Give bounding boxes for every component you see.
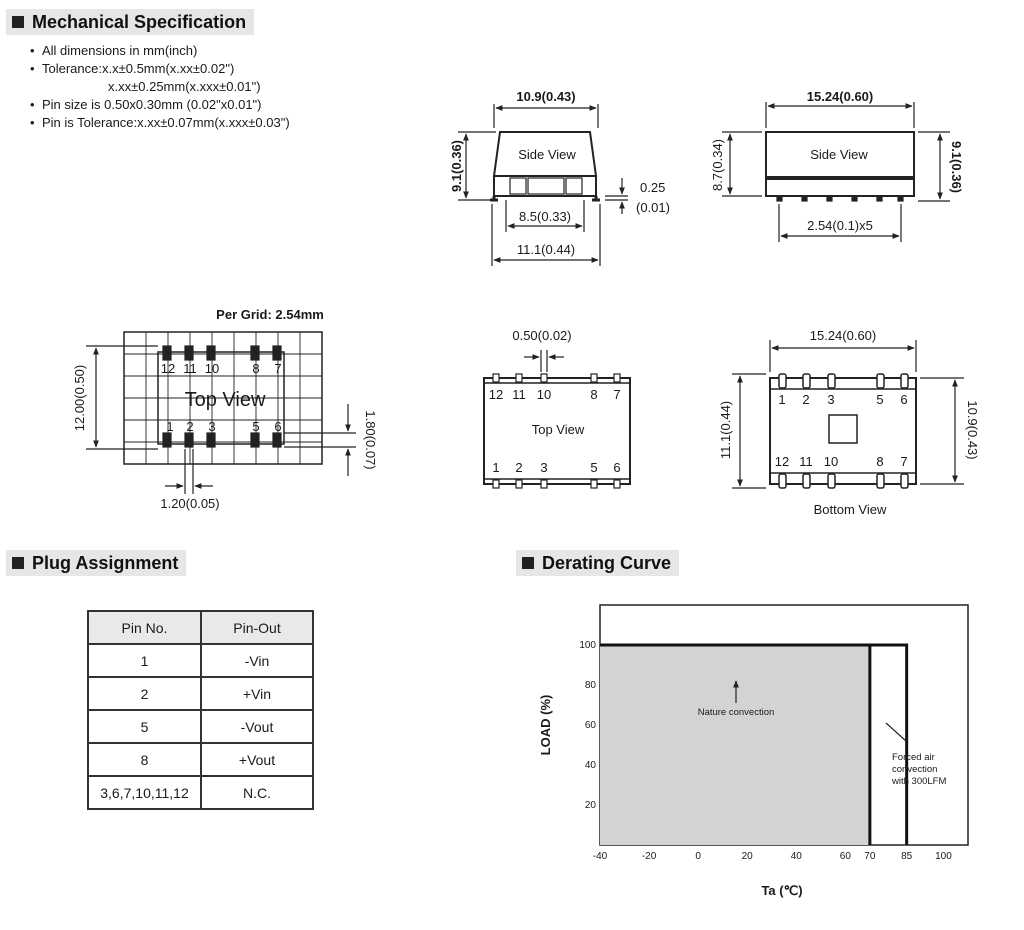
x-tick-label: -40 bbox=[592, 851, 608, 862]
pin-number: 3 bbox=[827, 392, 835, 407]
dim-label: 15.24(0.60) bbox=[809, 328, 877, 343]
column-header: Pin-Out bbox=[201, 611, 313, 644]
section-square-icon bbox=[522, 557, 534, 569]
dim-label: 1.20(0.05) bbox=[160, 496, 220, 511]
side-view-label: Side View bbox=[810, 147, 868, 162]
pin-number: 12 bbox=[160, 361, 176, 376]
derating-chart bbox=[520, 595, 1000, 915]
section-title: Derating Curve bbox=[542, 552, 672, 573]
pin-number: 11 bbox=[512, 387, 526, 402]
grid-view bbox=[86, 332, 356, 494]
pin-number: 5 bbox=[252, 419, 260, 434]
side-view-label: Side View bbox=[518, 147, 576, 162]
x-tick-label: 85 bbox=[901, 851, 913, 862]
pin-number: 12 bbox=[488, 387, 504, 402]
nature-convection-area bbox=[600, 645, 870, 845]
dim-label: 8.7(0.34) bbox=[710, 138, 725, 192]
pin-number: 11 bbox=[183, 361, 197, 376]
dim-label: 9.1(0.36) bbox=[949, 140, 964, 194]
y-tick-label: 60 bbox=[584, 720, 596, 731]
pin-number: 11 bbox=[799, 454, 813, 469]
pin-number: 6 bbox=[613, 460, 621, 475]
spec-note: • Pin size is 0.50x0.30mm (0.02"x0.01") bbox=[30, 96, 290, 114]
pin-number: 3 bbox=[208, 419, 216, 434]
column-header: Pin No. bbox=[88, 611, 201, 644]
dim-label: 9.1(0.36) bbox=[449, 139, 464, 193]
dim-label: 11.1(0.44) bbox=[718, 400, 733, 460]
pin-number: 8 bbox=[590, 387, 598, 402]
x-tick-label: 0 bbox=[695, 851, 701, 862]
pin-number: 1 bbox=[778, 392, 786, 407]
section-square-icon bbox=[12, 557, 24, 569]
pin-number: 5 bbox=[590, 460, 598, 475]
pin-number: 12 bbox=[774, 454, 790, 469]
table-header-row bbox=[88, 611, 313, 644]
pin-out-cell: N.C. bbox=[201, 776, 313, 809]
x-tick-label: -20 bbox=[641, 851, 657, 862]
section-header-derating bbox=[516, 550, 679, 576]
bottom-view bbox=[732, 340, 964, 488]
y-tick-label: 80 bbox=[584, 680, 596, 691]
pin-number: 10 bbox=[204, 361, 220, 376]
grid-top-view-label: Top View bbox=[184, 389, 266, 411]
annotation-forced-1: Forced air bbox=[892, 752, 935, 763]
pin-number: 1 bbox=[492, 460, 500, 475]
pin-number-cell: 8 bbox=[88, 743, 201, 776]
pin-number: 8 bbox=[876, 454, 884, 469]
pin-number: 5 bbox=[876, 392, 884, 407]
pin-number: 2 bbox=[802, 392, 810, 407]
x-axis-label: Ta (℃) bbox=[761, 883, 803, 898]
pin-number: 7 bbox=[274, 361, 282, 376]
spec-note: • All dimensions in mm(inch) bbox=[30, 42, 290, 60]
grid-label: Per Grid: 2.54mm bbox=[216, 307, 324, 322]
y-axis-label: LOAD (%) bbox=[538, 694, 553, 756]
pin-out-cell: -Vout bbox=[201, 710, 313, 743]
y-tick-label: 40 bbox=[584, 760, 596, 771]
pin-number: 7 bbox=[900, 454, 908, 469]
annotation-forced-2: convection bbox=[892, 764, 938, 775]
bottom-view-label: Bottom View bbox=[813, 502, 887, 517]
pin-number-cell: 5 bbox=[88, 710, 201, 743]
dim-label: 0.50(0.02) bbox=[512, 328, 572, 343]
x-tick-label: 60 bbox=[839, 851, 851, 862]
dim-label: 2.54(0.1)x5 bbox=[807, 218, 873, 233]
table-row bbox=[88, 776, 313, 809]
section-header-plug bbox=[6, 550, 186, 576]
table-row bbox=[88, 644, 313, 677]
pin-number: 2 bbox=[186, 419, 194, 434]
spec-note: • Pin is Tolerance:x.xx±0.07mm(x.xxx±0.03") bbox=[30, 114, 290, 132]
top-view-label: Top View bbox=[531, 422, 585, 437]
dim-label: (0.01) bbox=[636, 200, 670, 215]
annotation-nature: Nature convection bbox=[697, 707, 775, 718]
pin-number: 1 bbox=[166, 419, 174, 434]
annotation-forced-3: with 300LFM bbox=[892, 776, 947, 787]
plug-assignment-table bbox=[87, 610, 314, 810]
pin-number: 7 bbox=[613, 387, 621, 402]
dim-label: 8.5(0.33) bbox=[518, 209, 572, 224]
dim-label: 10.9(0.43) bbox=[516, 89, 576, 104]
pin-number-cell: 3,6,7,10,11,12 bbox=[88, 776, 201, 809]
pin-number-cell: 2 bbox=[88, 677, 201, 710]
pin-number: 8 bbox=[252, 361, 260, 376]
pin-number: 10 bbox=[823, 454, 839, 469]
table-row bbox=[88, 743, 313, 776]
pin-out-cell: -Vin bbox=[201, 644, 313, 677]
spec-note: • Tolerance:x.x±0.5mm(x.xx±0.02") bbox=[30, 60, 290, 78]
top-view bbox=[484, 350, 630, 488]
dim-label: 12.00(0.50) bbox=[72, 364, 87, 432]
dim-label: 0.25 bbox=[640, 180, 666, 195]
dim-label: 1.80(0.07) bbox=[363, 410, 378, 470]
x-tick-label: 20 bbox=[741, 851, 753, 862]
dim-label: 10.9(0.43) bbox=[965, 400, 980, 460]
section-title: Plug Assignment bbox=[32, 552, 179, 573]
x-tick-label: 100 bbox=[935, 851, 952, 862]
y-tick-label: 20 bbox=[584, 800, 596, 811]
dim-label: 15.24(0.60) bbox=[806, 89, 874, 104]
x-tick-label: 40 bbox=[790, 851, 802, 862]
pin-number: 2 bbox=[515, 460, 523, 475]
spec-note: x.xx±0.25mm(x.xxx±0.01") bbox=[108, 79, 261, 94]
dim-label: 11.1(0.44) bbox=[516, 242, 576, 257]
y-tick-label: 100 bbox=[579, 640, 596, 651]
pin-out-cell: +Vin bbox=[201, 677, 313, 710]
pin-number: 6 bbox=[900, 392, 908, 407]
table-row bbox=[88, 677, 313, 710]
pin-number-cell: 1 bbox=[88, 644, 201, 677]
x-tick-label: 70 bbox=[864, 851, 876, 862]
pin-number: 10 bbox=[536, 387, 552, 402]
pin-out-cell: +Vout bbox=[201, 743, 313, 776]
pin-number: 3 bbox=[540, 460, 548, 475]
pin-number: 6 bbox=[274, 419, 282, 434]
table-row bbox=[88, 710, 313, 743]
section-title: Mechanical Specification bbox=[32, 11, 247, 32]
